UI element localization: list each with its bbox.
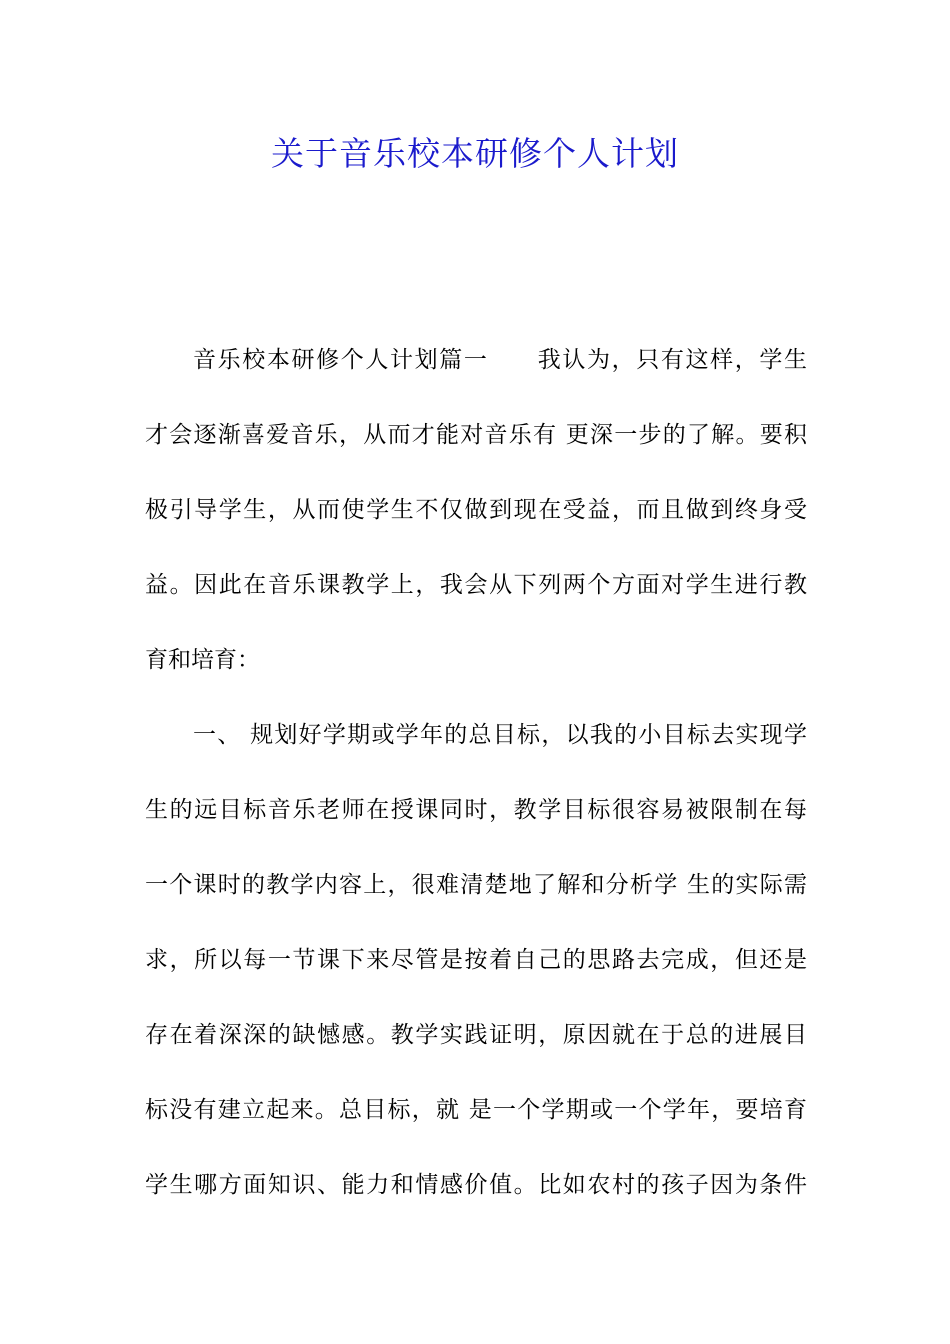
body-line-8: 一个课时的教学内容上，很难清楚地了解和分析学 生的实际需 — [145, 872, 807, 898]
body-line-12: 学生哪方面知识、能力和情感价值。比如农村的孩子因为条件 — [145, 1172, 807, 1198]
body-line-5: 育和培育： — [145, 647, 260, 673]
document-title: 关于音乐校本研修个人计划 — [271, 134, 679, 173]
body-line-9: 求，所以每一节课下来尽管是按着自己的思路去完成，但还是 — [145, 947, 807, 973]
body-line-6: 一、 规划好学期或学年的总目标，以我的小目标去实现学 — [193, 722, 807, 748]
body-line-11: 标没有建立起来。总目标，就 是一个学期或一个学年，要培育 — [145, 1097, 807, 1123]
body-line-1: 音乐校本研修个人计划篇一 我认为，只有这样，学生 — [193, 347, 807, 373]
body-line-2: 才会逐渐喜爱音乐，从而才能对音乐有 更深一步的了解。要积 — [145, 422, 807, 448]
body-line-4: 益。因此在音乐课教学上，我会从下列两个方面对学生进行教 — [145, 572, 807, 598]
body-line-7: 生的远目标音乐老师在授课同时，教学目标很容易被限制在每 — [145, 797, 807, 823]
body-line-3: 极引导学生，从而使学生不仅做到现在受益，而且做到终身受 — [145, 497, 807, 523]
body-line-10: 存在着深深的缺憾感。教学实践证明，原因就在于总的进展目 — [145, 1022, 807, 1048]
